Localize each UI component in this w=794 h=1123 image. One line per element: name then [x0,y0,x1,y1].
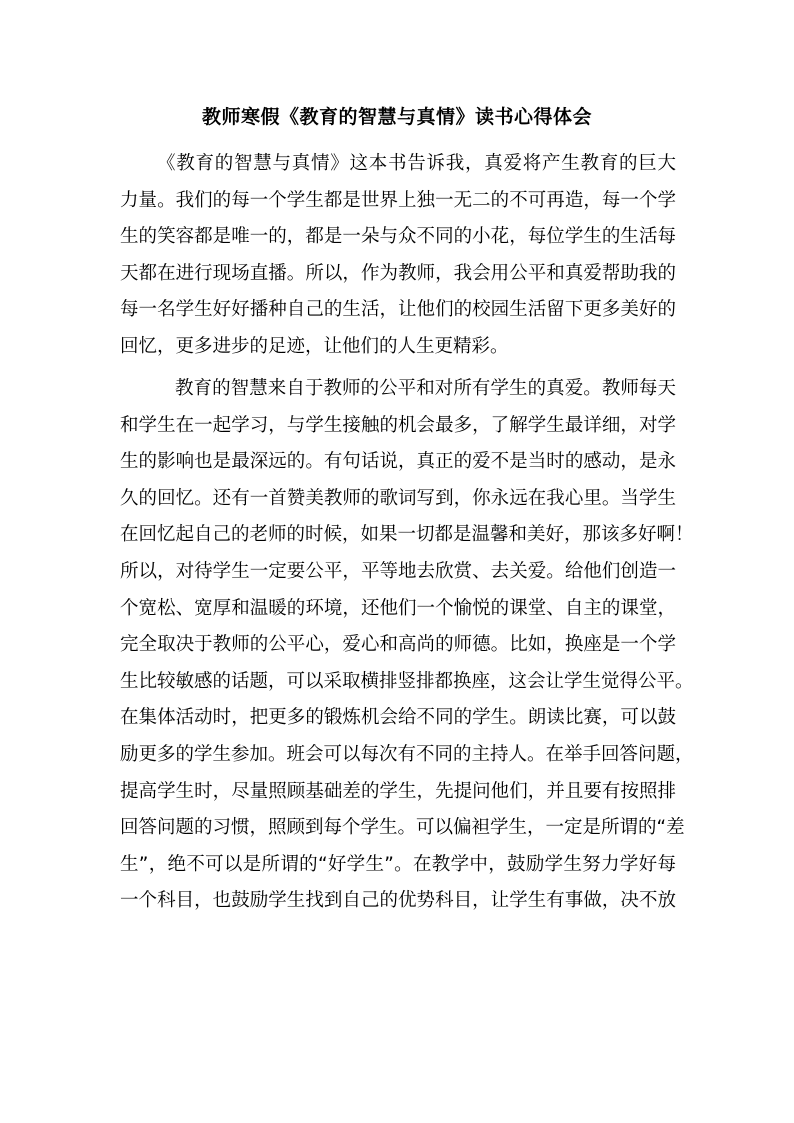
paragraph-line: 生”，绝不可以是所谓的“好学生”。在教学中，鼓励学生努力学好每 [120,853,676,875]
paragraph-line: 生比较敏感的话题，可以采取横排竖排都换座，这会让学生觉得公平。 [120,670,694,692]
paragraph-line: 一个科目，也鼓励学生找到自己的优势科目，让学生有事做，决不放 [120,890,676,912]
paragraph-line: 生的影响也是最深远的。有句话说，真正的爱不是当时的感动，是永 [120,451,676,473]
paragraph-line: 和学生在一起学习，与学生接触的机会最多，了解学生最详细，对学 [120,414,676,436]
document-title: 教师寒假《教育的智慧与真情》读书心得体会 [201,106,592,128]
paragraph-line: 力量。我们的每一个学生都是世界上独一无二的不可再造，每一个学 [120,189,676,211]
paragraph-line: 在回忆起自己的老师的时候，如果一切都是温馨和美好，那该多好啊！ [120,524,694,546]
paragraph-line: 励更多的学生参加。班会可以每次有不同的主持人。在举手回答问题， [120,743,694,765]
paragraph-line: 回忆，更多进步的足迹，让他们的人生更精彩。 [120,335,509,357]
paragraph-line: 生的笑容都是唯一的，都是一朵与众不同的小花，每位学生的生活每 [120,226,676,248]
paragraph-line: 《教育的智慧与真情》这本书告诉我，真爱将产生教育的巨大 [157,153,676,174]
paragraph-line: 回答问题的习惯，照顾到每个学生。可以偏袒学生，一定是所谓的“差 [120,817,685,839]
paragraph-2 [120,371,694,920]
paragraph-line: 久的回忆。还有一首赞美教师的歌词写到，你永远在我心里。当学生 [120,487,676,509]
paragraph-line: 天都在进行现场直播。所以，作为教师，我会用公平和真爱帮助我的 [120,262,676,284]
paragraph-line: 个宽松、宽厚和温暖的环境，还他们一个愉悦的课堂、自主的课堂， [120,597,676,619]
paragraph-line: 每一名学生好好播种自己的生活，让他们的校园生活留下更多美好的 [120,299,676,321]
paragraph-line: 完全取决于教师的公平心，爱心和高尚的师德。比如，换座是一个学 [120,634,676,656]
paragraph-line: 教育的智慧来自于教师的公平和对所有学生的真爱。教师每天 [175,378,676,399]
paragraph-line: 所以，对待学生一定要公平，平等地去欣赏、去关爱。给他们创造一 [120,560,676,582]
paragraph-line: 提高学生时，尽量照顾基础差的学生，先提问他们，并且要有按照排 [120,780,676,802]
paragraph-1 [120,146,676,366]
paragraph-line: 在集体活动时，把更多的锻炼机会给不同的学生。朗读比赛，可以鼓 [120,707,676,729]
